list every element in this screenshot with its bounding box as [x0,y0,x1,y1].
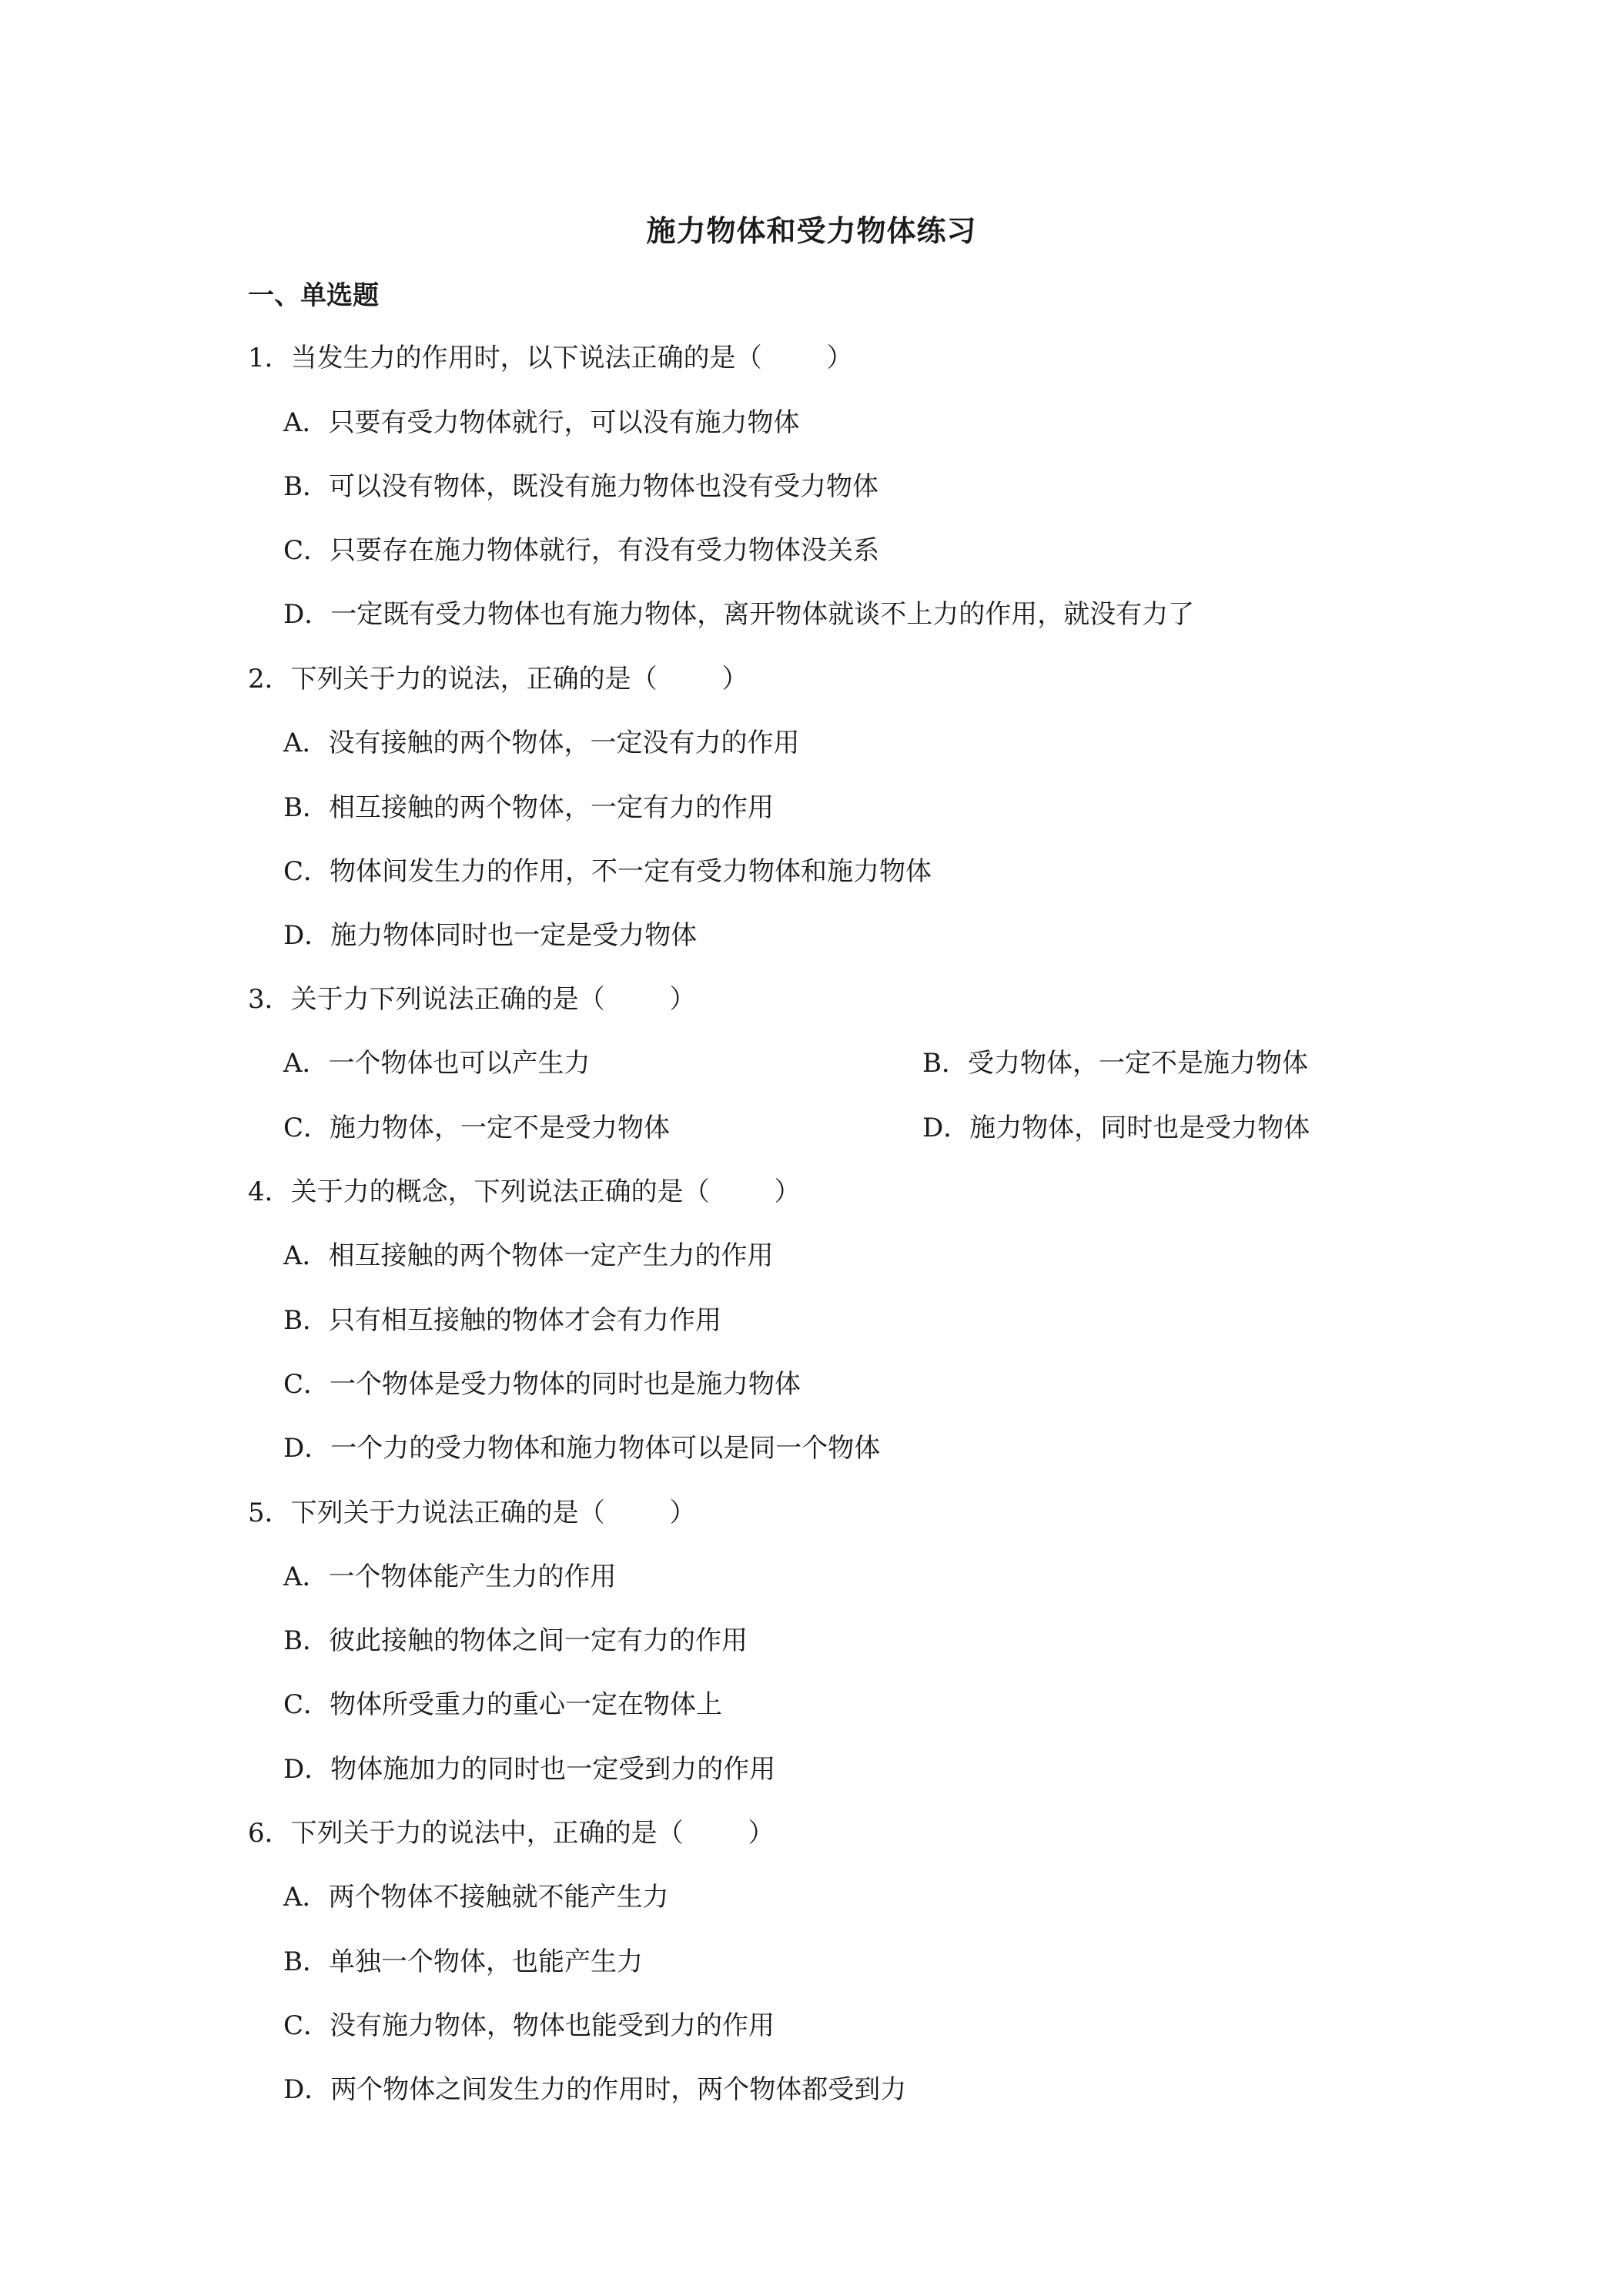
question-paren-close: ） [669,1498,696,1528]
page-title: 施力物体和受力物体练习 [646,214,977,248]
option-letter: B． [922,1048,968,1079]
option-letter: C． [283,535,330,566]
question-paren-close: ） [721,664,748,694]
option-text: 两个物体之间发生力的作用时，两个物体都受到力 [330,2074,907,2105]
question-6-stem [248,1814,775,1853]
option-text: 物体所受重力的重心一定在物体上 [330,1689,723,1720]
question-number: 3． [248,984,291,1015]
option-text: 没有接触的两个物体，一定没有力的作用 [328,728,800,758]
question-6-option-c [283,2006,775,2045]
question-6-option-b [283,1943,643,1981]
option-text: 可以没有物体，既没有施力物体也没有受力物体 [329,471,878,502]
question-6-option-d [283,2070,906,2109]
question-2-option-a [283,724,800,762]
question-text: 关于力下列说法正确的是（ [290,984,605,1015]
option-letter: C． [283,856,330,887]
question-1-option-c [283,531,879,570]
option-text: 一个力的受力物体和施力物体可以是同一个物体 [330,1433,881,1464]
question-number: 5． [248,1498,291,1528]
question-number: 6． [248,1818,291,1849]
question-paren-close: ） [669,984,696,1015]
section-heading: 一、单选题 [248,280,379,311]
option-letter: B． [283,1625,329,1656]
option-text: 受力物体，一定不是施力物体 [968,1048,1308,1079]
option-text: 施力物体同时也一定是受力物体 [330,920,698,951]
question-4-stem [248,1173,801,1211]
question-3-stem [248,980,696,1019]
question-1-option-d [283,595,1194,634]
option-letter: C． [283,1369,330,1400]
option-text: 两个物体不接触就不能产生力 [328,1882,669,1913]
question-text: 下列关于力的说法，正确的是（ [290,664,658,694]
question-number: 2． [248,664,291,694]
option-letter: A． [283,1048,329,1079]
option-text: 彼此接触的物体之间一定有力的作用 [329,1625,748,1656]
option-letter: C． [283,2010,330,2041]
question-1-option-b [283,467,878,506]
option-letter: A． [283,1561,329,1592]
option-letter: D． [922,1113,970,1143]
option-text: 物体间发生力的作用，不一定有受力物体和施力物体 [330,856,932,887]
option-text: 单独一个物体，也能产生力 [329,1946,643,1977]
option-text: 物体施加力的同时也一定受到力的作用 [330,1754,776,1785]
question-3-option-d [922,1109,1310,1147]
question-5-option-c [283,1685,722,1724]
option-letter: A． [283,1240,329,1271]
option-text: 一个物体也可以产生力 [328,1048,591,1079]
option-letter: D． [283,1433,331,1464]
question-5-stem [248,1494,696,1532]
question-text: 当发生力的作用时，以下说法正确的是（ [290,343,762,373]
question-paren-close: ） [748,1818,775,1849]
question-2-stem [248,660,748,698]
option-letter: A． [283,1882,329,1913]
question-3-option-c [283,1109,670,1147]
option-text: 相互接触的两个物体一定产生力的作用 [328,1240,774,1271]
option-text: 一个物体是受力物体的同时也是施力物体 [330,1369,801,1400]
option-letter: B． [283,1946,329,1977]
question-text: 关于力的概念，下列说法正确的是（ [290,1176,710,1207]
question-5-option-b [283,1622,748,1660]
question-2-option-c [283,852,932,891]
question-2-option-d [283,916,697,955]
question-4-option-d [283,1429,880,1468]
option-text: 施力物体，一定不是受力物体 [330,1113,671,1143]
question-1-option-a [283,403,800,442]
question-6-option-a [283,1878,669,1916]
option-letter: B． [283,1305,329,1336]
question-5-option-a [283,1558,617,1596]
option-letter: D． [283,920,331,951]
question-4-option-a [283,1237,774,1275]
option-letter: C． [283,1113,330,1143]
question-paren-close: ） [826,343,853,373]
option-text: 只有相互接触的物体才会有力作用 [329,1305,721,1336]
option-letter: B． [283,471,329,502]
question-3-option-a [283,1044,591,1083]
option-text: 一个物体能产生力的作用 [328,1561,617,1592]
option-text: 只要有受力物体就行，可以没有施力物体 [328,407,800,438]
question-4-option-b [283,1301,721,1340]
option-letter: A． [283,728,329,758]
question-number: 4． [248,1176,291,1207]
option-text: 一定既有受力物体也有施力物体，离开物体就谈不上力的作用，就没有力了 [330,599,1195,630]
option-letter: D． [283,2074,331,2105]
option-letter: C． [283,1689,330,1720]
question-number: 1． [248,343,291,373]
question-1-stem [248,339,853,377]
question-paren-close: ） [774,1176,801,1207]
question-5-option-d [283,1750,775,1789]
option-text: 没有施力物体，物体也能受到力的作用 [330,2010,775,2041]
option-letter: D． [283,1754,331,1785]
question-text: 下列关于力的说法中，正确的是（ [290,1818,684,1849]
option-letter: B． [283,792,329,823]
option-text: 施力物体，同时也是受力物体 [969,1113,1310,1143]
question-4-option-c [283,1365,801,1404]
option-text: 只要存在施力物体就行，有没有受力物体没关系 [330,535,880,566]
question-text: 下列关于力说法正确的是（ [290,1498,605,1528]
option-text: 相互接触的两个物体，一定有力的作用 [329,792,774,823]
question-3-option-b [922,1044,1308,1083]
option-letter: A． [283,407,329,438]
option-letter: D． [283,599,331,630]
question-2-option-b [283,788,774,827]
